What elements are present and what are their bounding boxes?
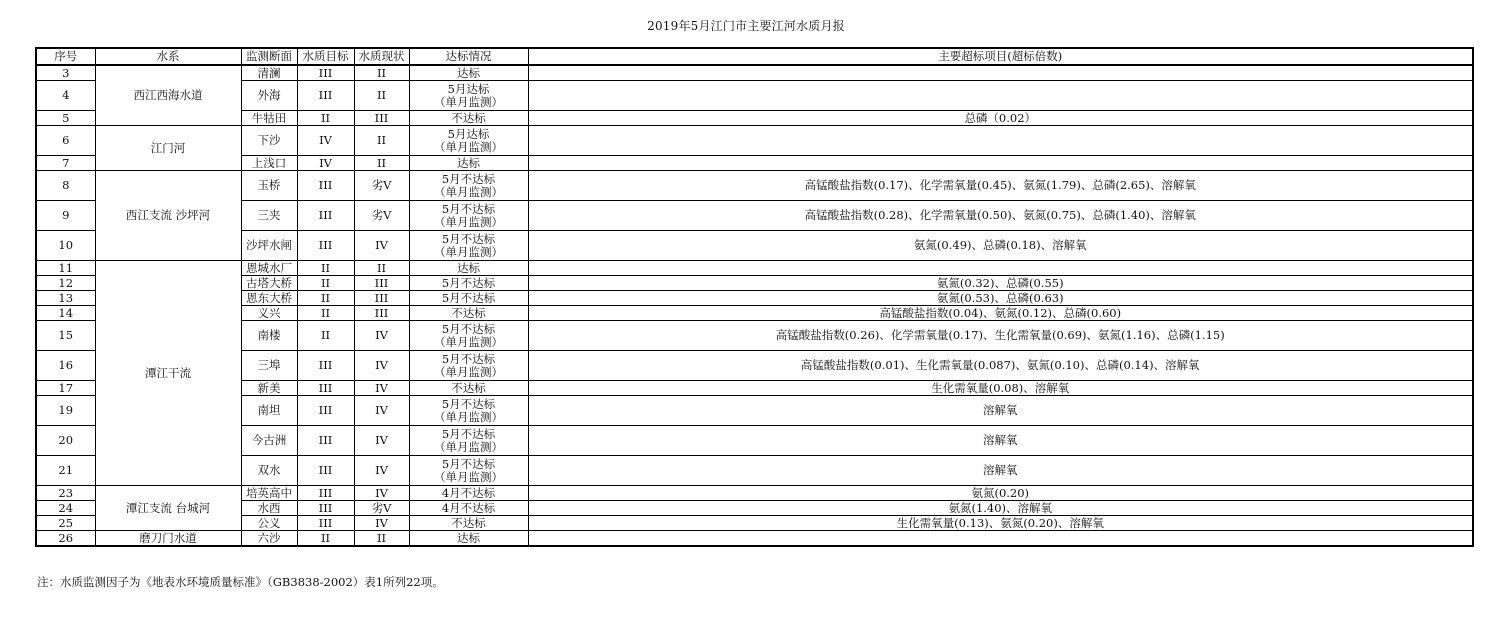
table-row (36, 381, 1473, 396)
monitoring-section: 公义 (241, 516, 297, 531)
compliance-text: 4月不达标 (441, 485, 496, 500)
compliance-text: 5月不达标 (441, 231, 496, 246)
quality-status: IV (354, 516, 409, 531)
quality-target: II (297, 111, 354, 126)
water-system: 磨刀门水道 (95, 531, 241, 547)
compliance-text: 不达标 (451, 515, 486, 530)
exceed-items (528, 531, 1473, 547)
quality-status: III (354, 291, 409, 306)
row-number: 19 (36, 396, 95, 426)
quality-target: III (297, 171, 354, 201)
exceed-items (528, 261, 1473, 276)
table-row (36, 351, 1473, 381)
monitoring-section: 玉桥 (241, 171, 297, 201)
monitoring-section: 三夹 (241, 201, 297, 231)
header-status: 水质现状 (354, 48, 409, 65)
quality-target: III (297, 65, 354, 81)
compliance-cell (409, 126, 528, 156)
header-section: 监测断面 (241, 48, 297, 65)
quality-status: 劣V (354, 201, 409, 231)
exceed-items: 氨氮(0.49)、总磷(0.18)、溶解氧 (528, 231, 1473, 261)
monitoring-section: 沙坪水闸 (241, 231, 297, 261)
quality-target: II (297, 276, 354, 291)
compliance-cell (409, 156, 528, 171)
monitoring-section: 恩城水厂 (241, 261, 297, 276)
exceed-items: 生化需氧量(0.08)、溶解氧 (528, 381, 1473, 396)
water-quality-table (35, 47, 1474, 547)
row-number: 25 (36, 516, 95, 531)
row-number: 17 (36, 381, 95, 396)
compliance-text: 5月不达标 (441, 456, 496, 471)
quality-target: II (297, 306, 354, 321)
quality-status: IV (354, 396, 409, 426)
row-number: 14 (36, 306, 95, 321)
quality-status: IV (354, 351, 409, 381)
quality-status: IV (354, 231, 409, 261)
compliance-text: 4月不达标 (441, 500, 496, 515)
monitoring-section: 义兴 (241, 306, 297, 321)
water-system: 潭江干流 (95, 261, 241, 486)
compliance-note: （单月监测） (434, 439, 503, 454)
table-row (36, 486, 1473, 501)
exceed-items: 溶解氧 (528, 396, 1473, 426)
monitoring-section: 六沙 (241, 531, 297, 547)
footnote: 注：水质监测因子为《地表水环境质量标准》（GB3838-2002）表1所列22项。 (37, 575, 444, 589)
water-system: 潭江支流 台城河 (95, 486, 241, 531)
compliance-note: （单月监测） (434, 364, 503, 379)
header-system: 水系 (95, 48, 241, 65)
quality-target: II (297, 291, 354, 306)
compliance-note: （单月监测） (434, 214, 503, 229)
quality-status: III (354, 276, 409, 291)
monitoring-section: 新美 (241, 381, 297, 396)
compliance-text: 5月不达标 (441, 426, 496, 441)
quality-target: III (297, 486, 354, 501)
compliance-cell (409, 261, 528, 276)
table-row (36, 171, 1473, 201)
quality-status: IV (354, 381, 409, 396)
exceed-items (528, 81, 1473, 111)
quality-status: II (354, 531, 409, 547)
compliance-text: 达标 (457, 155, 480, 170)
exceed-items: 高锰酸盐指数(0.04)、氨氮(0.12)、总磷(0.60) (528, 306, 1473, 321)
compliance-note: （单月监测） (434, 139, 503, 154)
row-number: 9 (36, 201, 95, 231)
quality-target: II (297, 321, 354, 351)
quality-target: IV (297, 156, 354, 171)
quality-target: III (297, 516, 354, 531)
compliance-cell (409, 501, 528, 516)
quality-target: III (297, 81, 354, 111)
compliance-text: 不达标 (451, 305, 486, 320)
compliance-cell (409, 396, 528, 426)
table-row (36, 396, 1473, 426)
compliance-text: 不达标 (451, 110, 486, 125)
monitoring-section: 外海 (241, 81, 297, 111)
quality-status: 劣V (354, 171, 409, 201)
quality-target: III (297, 501, 354, 516)
compliance-text: 5月不达标 (441, 351, 496, 366)
quality-status: IV (354, 456, 409, 486)
table-row (36, 81, 1473, 111)
compliance-cell (409, 65, 528, 81)
header-compliance: 达标情况 (409, 48, 528, 65)
quality-status: IV (354, 426, 409, 456)
exceed-items (528, 126, 1473, 156)
quality-status: II (354, 261, 409, 276)
compliance-cell (409, 531, 528, 547)
row-number: 6 (36, 126, 95, 156)
compliance-cell (409, 171, 528, 201)
compliance-cell (409, 381, 528, 396)
table-row (36, 201, 1473, 231)
header-exceed: 主要超标项目(超标倍数) (528, 48, 1473, 65)
table-row (36, 426, 1473, 456)
exceed-items: 溶解氧 (528, 456, 1473, 486)
report-title: 2019年5月江门市主要江河水质月报 (647, 19, 845, 33)
exceed-items: 总磷（0.02） (528, 111, 1473, 126)
quality-target: III (297, 231, 354, 261)
quality-target: III (297, 456, 354, 486)
table-row (36, 156, 1473, 171)
monitoring-section: 牛牯田 (241, 111, 297, 126)
compliance-cell (409, 426, 528, 456)
compliance-cell (409, 486, 528, 501)
row-number: 10 (36, 231, 95, 261)
row-number: 5 (36, 111, 95, 126)
table-row (36, 456, 1473, 486)
monitoring-section: 清澜 (241, 65, 297, 81)
row-number: 11 (36, 261, 95, 276)
quality-target: III (297, 351, 354, 381)
compliance-cell (409, 351, 528, 381)
compliance-cell (409, 516, 528, 531)
exceed-items: 氨氮(0.32)、总磷(0.55) (528, 276, 1473, 291)
row-number: 16 (36, 351, 95, 381)
compliance-text: 5月不达标 (441, 290, 496, 305)
exceed-items (528, 156, 1473, 171)
row-number: 4 (36, 81, 95, 111)
compliance-cell (409, 276, 528, 291)
quality-status: IV (354, 486, 409, 501)
quality-target: III (297, 381, 354, 396)
row-number: 8 (36, 171, 95, 201)
row-number: 23 (36, 486, 95, 501)
table-row (36, 516, 1473, 531)
compliance-text: 5月不达标 (441, 171, 496, 186)
compliance-text: 5月不达标 (441, 201, 496, 216)
monitoring-section: 培英高中 (241, 486, 297, 501)
water-system: 西江西海水道 (95, 65, 241, 126)
compliance-cell (409, 81, 528, 111)
row-number: 12 (36, 276, 95, 291)
compliance-cell (409, 456, 528, 486)
quality-target: III (297, 396, 354, 426)
row-number: 7 (36, 156, 95, 171)
quality-target: II (297, 261, 354, 276)
quality-status: II (354, 65, 409, 81)
row-number: 3 (36, 65, 95, 81)
row-number: 24 (36, 501, 95, 516)
quality-target: III (297, 201, 354, 231)
exceed-items (528, 65, 1473, 81)
monitoring-section: 恩东大桥 (241, 291, 297, 306)
table-row (36, 291, 1473, 306)
row-number: 15 (36, 321, 95, 351)
row-number: 26 (36, 531, 95, 547)
monitoring-section: 古塔大桥 (241, 276, 297, 291)
quality-status: IV (354, 321, 409, 351)
quality-target: III (297, 426, 354, 456)
exceed-items: 氨氮(0.53)、总磷(0.63) (528, 291, 1473, 306)
header-row (36, 48, 1473, 65)
table-row (36, 276, 1473, 291)
compliance-note: （单月监测） (434, 409, 503, 424)
row-number: 20 (36, 426, 95, 456)
table-row (36, 261, 1473, 276)
compliance-cell (409, 306, 528, 321)
table-row (36, 501, 1473, 516)
compliance-text: 达标 (457, 530, 480, 545)
monitoring-section: 今古洲 (241, 426, 297, 456)
water-system: 江门河 (95, 126, 241, 171)
table-row (36, 111, 1473, 126)
quality-status: 劣V (354, 501, 409, 516)
compliance-note: （单月监测） (434, 184, 503, 199)
quality-target: IV (297, 126, 354, 156)
monitoring-section: 水西 (241, 501, 297, 516)
compliance-text: 5月不达标 (441, 275, 496, 290)
monitoring-section: 下沙 (241, 126, 297, 156)
quality-status: II (354, 156, 409, 171)
compliance-cell (409, 231, 528, 261)
compliance-text: 5月不达标 (441, 321, 496, 336)
compliance-cell (409, 321, 528, 351)
water-system: 西江支流 沙坪河 (95, 171, 241, 261)
compliance-cell (409, 291, 528, 306)
compliance-text: 不达标 (451, 380, 486, 395)
row-number: 21 (36, 456, 95, 486)
table-row (36, 306, 1473, 321)
compliance-note: （单月监测） (434, 94, 503, 109)
header-no: 序号 (36, 48, 95, 65)
table-row (36, 231, 1473, 261)
exceed-items: 生化需氧量(0.13)、氨氮(0.20)、溶解氧 (528, 516, 1473, 531)
compliance-cell (409, 111, 528, 126)
exceed-items: 高锰酸盐指数(0.26)、化学需氧量(0.17)、生化需氧量(0.69)、氨氮(1.16)、总磷(1.15) (528, 321, 1473, 351)
compliance-note: （单月监测） (434, 334, 503, 349)
quality-status: II (354, 126, 409, 156)
row-number: 13 (36, 291, 95, 306)
monitoring-section: 三埠 (241, 351, 297, 381)
exceed-items: 氨氮(1.40)、溶解氧 (528, 501, 1473, 516)
monitoring-section: 上浅口 (241, 156, 297, 171)
compliance-text: 达标 (457, 65, 480, 80)
exceed-items: 高锰酸盐指数(0.01)、生化需氧量(0.087)、氨氮(0.10)、总磷(0.14)、溶解氧 (528, 351, 1473, 381)
compliance-cell (409, 201, 528, 231)
exceed-items: 氨氮(0.20) (528, 486, 1473, 501)
table-row (36, 531, 1473, 547)
header-target: 水质目标 (297, 48, 354, 65)
monitoring-section: 南坦 (241, 396, 297, 426)
monitoring-section: 南楼 (241, 321, 297, 351)
compliance-text: 5月不达标 (441, 396, 496, 411)
quality-status: II (354, 81, 409, 111)
quality-status: III (354, 111, 409, 126)
exceed-items: 高锰酸盐指数(0.28)、化学需氧量(0.50)、氨氮(0.75)、总磷(1.40)、溶解氧 (528, 201, 1473, 231)
compliance-note: （单月监测） (434, 244, 503, 259)
table-row (36, 65, 1473, 81)
quality-target: II (297, 531, 354, 547)
quality-status: III (354, 306, 409, 321)
table-row (36, 126, 1473, 156)
compliance-note: （单月监测） (434, 469, 503, 484)
monitoring-section: 双水 (241, 456, 297, 486)
compliance-text: 达标 (457, 260, 480, 275)
exceed-items: 溶解氧 (528, 426, 1473, 456)
exceed-items: 高锰酸盐指数(0.17)、化学需氧量(0.45)、氨氮(1.79)、总磷(2.65)、溶解氧 (528, 171, 1473, 201)
table-row (36, 321, 1473, 351)
compliance-text: 5月达标 (447, 126, 490, 141)
compliance-text: 5月达标 (447, 81, 490, 96)
